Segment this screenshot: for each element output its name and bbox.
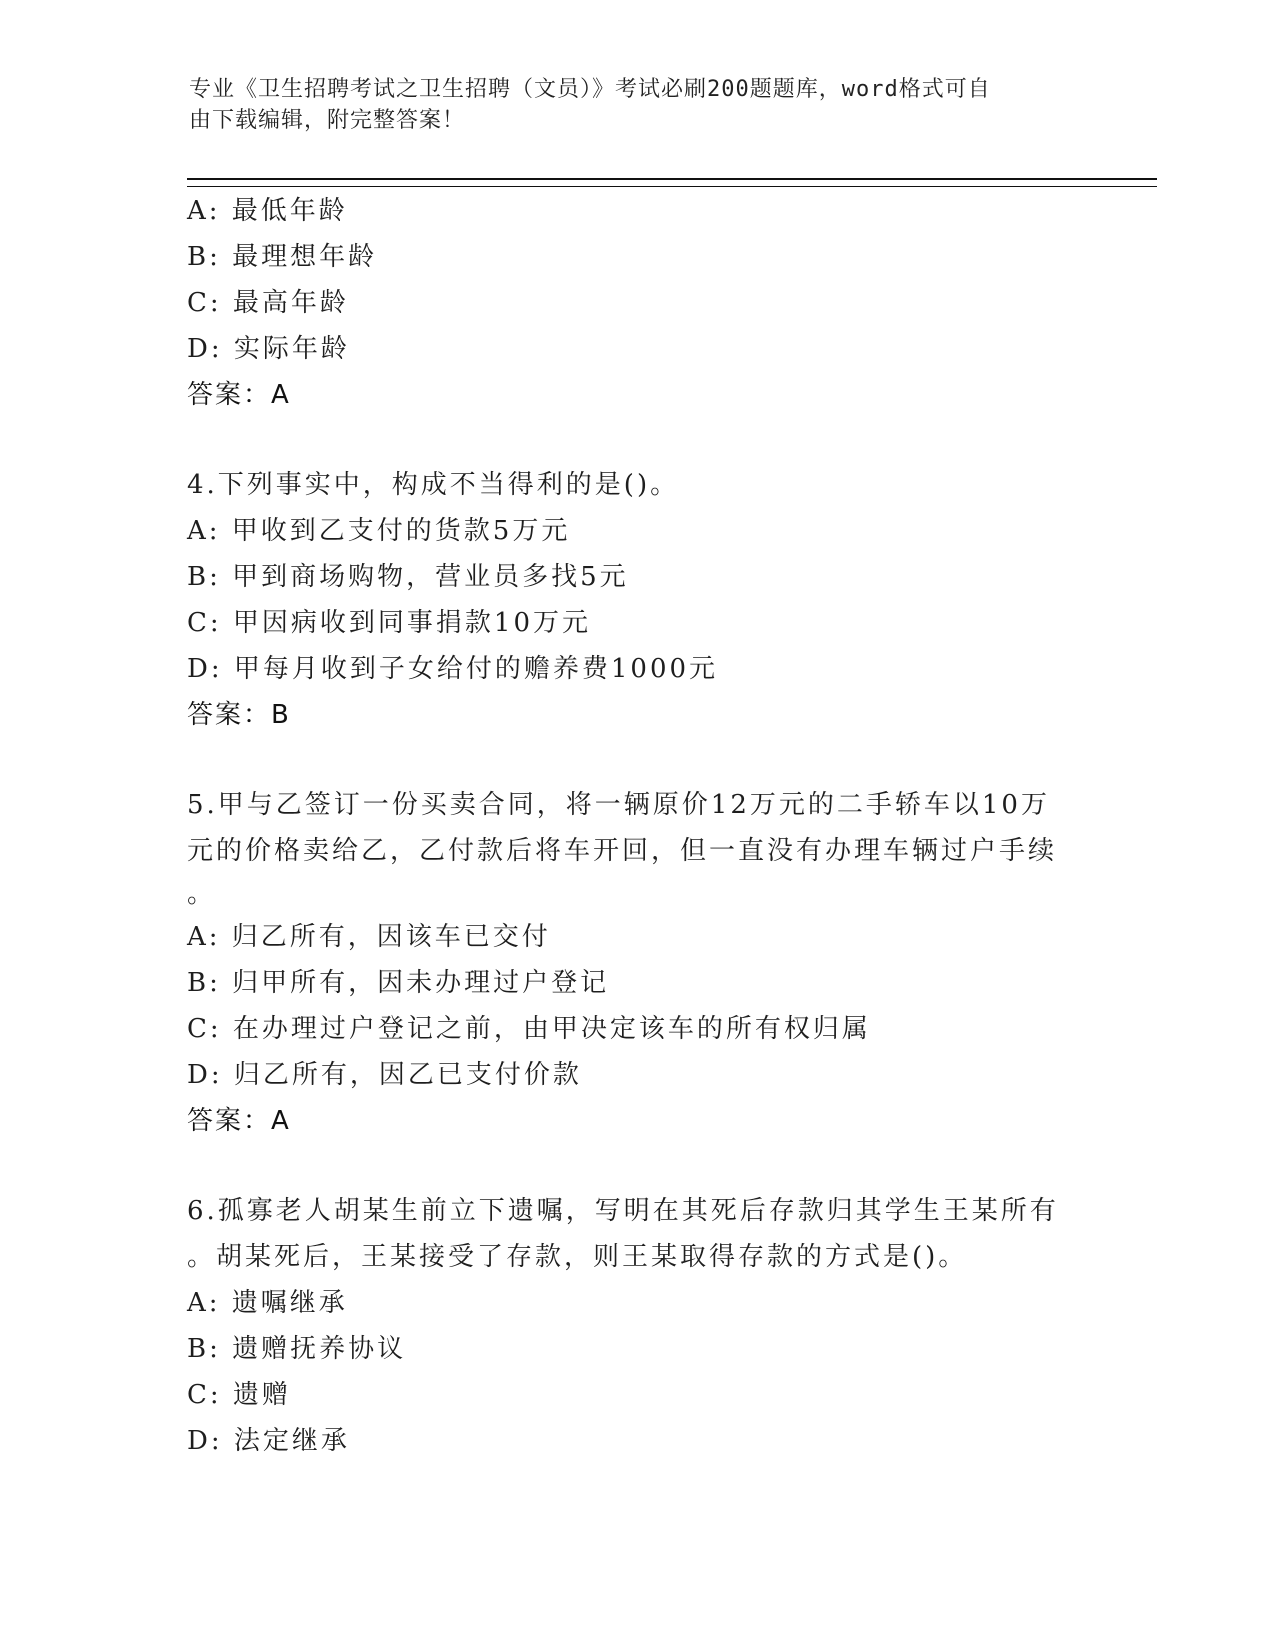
option-a: A: 遗嘱继承 xyxy=(187,1288,348,1318)
option-b: B: 归甲所有，因未办理过户登记 xyxy=(187,968,610,998)
question-stem: 4.下列事实中，构成不当得利的是()。 xyxy=(187,470,680,500)
option-d: D: 甲每月收到子女给付的赡养费1000元 xyxy=(187,654,719,684)
option-a: A: 甲收到乙支付的货款5万元 xyxy=(187,516,571,546)
answer-line: 答案：A xyxy=(187,1106,291,1136)
option-b: B: 最理想年龄 xyxy=(187,242,378,272)
question-stem-line-1: 5.甲与乙签订一份买卖合同，将一辆原价12万元的二手轿车以10万 xyxy=(187,790,1050,820)
option-a: A: 归乙所有，因该车已交付 xyxy=(187,922,551,952)
document-header xyxy=(189,74,1069,136)
header-divider xyxy=(187,178,1157,187)
option-c: C: 在办理过户登记之前，由甲决定该车的所有权归属 xyxy=(187,1014,871,1044)
question-6-block xyxy=(187,1188,1087,1464)
header-line-2: 由下载编辑，附完整答案！ xyxy=(189,108,466,133)
option-b: B: 甲到商场购物，营业员多找5元 xyxy=(187,562,629,592)
option-d: D: 实际年龄 xyxy=(187,334,350,364)
question-stem-line-2: 。胡某死后，王某接受了存款，则王某取得存款的方式是()。 xyxy=(187,1242,968,1272)
option-c: C: 最高年龄 xyxy=(187,288,349,318)
option-b: B: 遗赠抚养协议 xyxy=(187,1334,407,1364)
option-a: A: 最低年龄 xyxy=(187,196,348,226)
question-stem-line-2: 元的价格卖给乙，乙付款后将车开回，但一直没有办理车辆过户手续 xyxy=(187,836,1058,866)
option-c: C: 甲因病收到同事捐款10万元 xyxy=(187,608,592,638)
option-d: D: 归乙所有，因乙已支付价款 xyxy=(187,1060,582,1090)
question-list xyxy=(187,188,1087,1464)
question-gap xyxy=(187,1144,1087,1188)
question-gap xyxy=(187,418,1087,462)
option-d: D: 法定继承 xyxy=(187,1426,350,1456)
question-stem-line-1: 6.孤寡老人胡某生前立下遗嘱，写明在其死后存款归其学生王某所有 xyxy=(187,1196,1059,1226)
answer-line: 答案：A xyxy=(187,380,291,410)
question-4-block xyxy=(187,462,1087,738)
option-c: C: 遗赠 xyxy=(187,1380,291,1410)
header-line-1: 专业《卫生招聘考试之卫生招聘（文员）》考试必刷200题题库，word格式可自 xyxy=(189,77,991,102)
question-gap xyxy=(187,738,1087,782)
question-stem-line-3: 。 xyxy=(187,879,217,909)
question-5-block xyxy=(187,782,1087,1144)
question-3-block xyxy=(187,188,1087,418)
answer-line: 答案：B xyxy=(187,700,291,730)
